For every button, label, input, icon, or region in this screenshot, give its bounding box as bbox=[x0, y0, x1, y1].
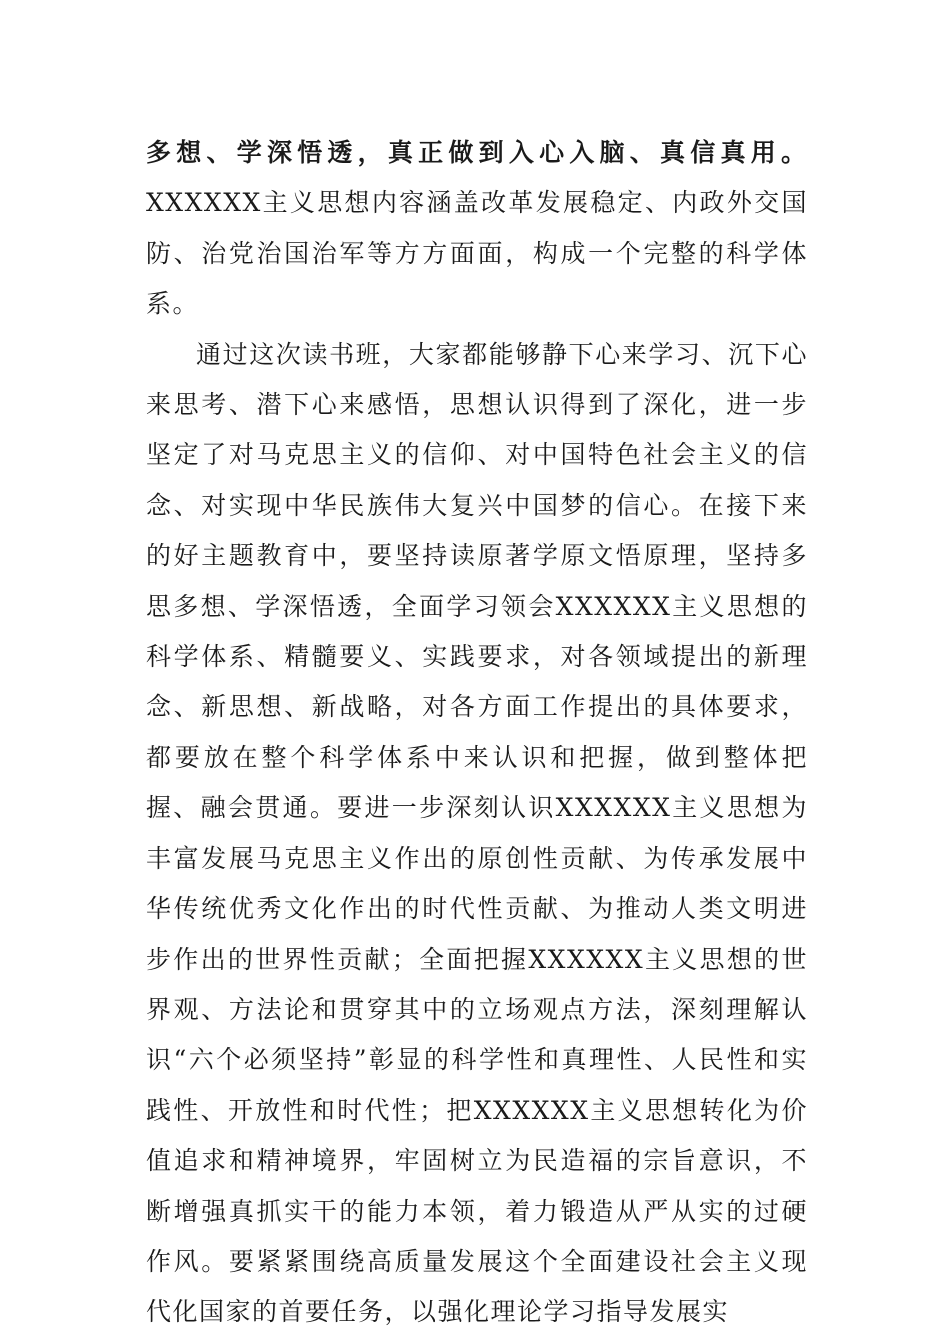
paragraph-1-text: XXXXXX主义思想内容涵盖改革发展稳定、内政外交国防、治党治国治军等方方面面，构成一个完整的科学体系。 bbox=[146, 188, 808, 319]
paragraph-1-bold-lead: 多想、学深悟透，真正做到入心入脑、真信真用。 bbox=[146, 138, 808, 167]
document-body bbox=[146, 128, 808, 1338]
paragraph-1 bbox=[146, 128, 808, 330]
paragraph-2: 通过这次读书班，大家都能够静下心来学习、沉下心来思考、潜下心来感悟，思想认识得到了深化，进一步坚定了对马克思主义的信仰、对中国特色社会主义的信念、对实现中华民族伟大复兴中国梦的信心。在接下来的好主题教育中，要坚持读原著学原文悟原理，坚持多思多想、学深悟透，全面学习领会XXXXXX主义思想的科学体系、精髓要义、实践要求，对各领域提出的新理念、新思想、新战略，对各方面工作提出的具体要求，都要放在整个科学体系中来认识和把握，做到整体把握、融会贯通。要进一步深刻认识XXXXXX主义思想为丰富发展马克思主义作出的原创性贡献、为传承发展中华传统优秀文化作出的时代性贡献、为推动人类文明进步作出的世界性贡献；全面把握XXXXXX主义思想的世界观、方法论和贯穿其中的立场观点方法，深刻理解认识“六个必须坚持”彰显的科学性和真理性、人民性和实践性、开放性和时代性；把XXXXXX主义思想转化为价值追求和精神境界，牢固树立为民造福的宗旨意识，不断增强真抓实干的能力本领，着力锻造从严从实的过硬作风。要紧紧围绕高质量发展这个全面建设社会主义现代化国家的首要任务，以强化理论学习指导发展实 bbox=[146, 339, 808, 1327]
